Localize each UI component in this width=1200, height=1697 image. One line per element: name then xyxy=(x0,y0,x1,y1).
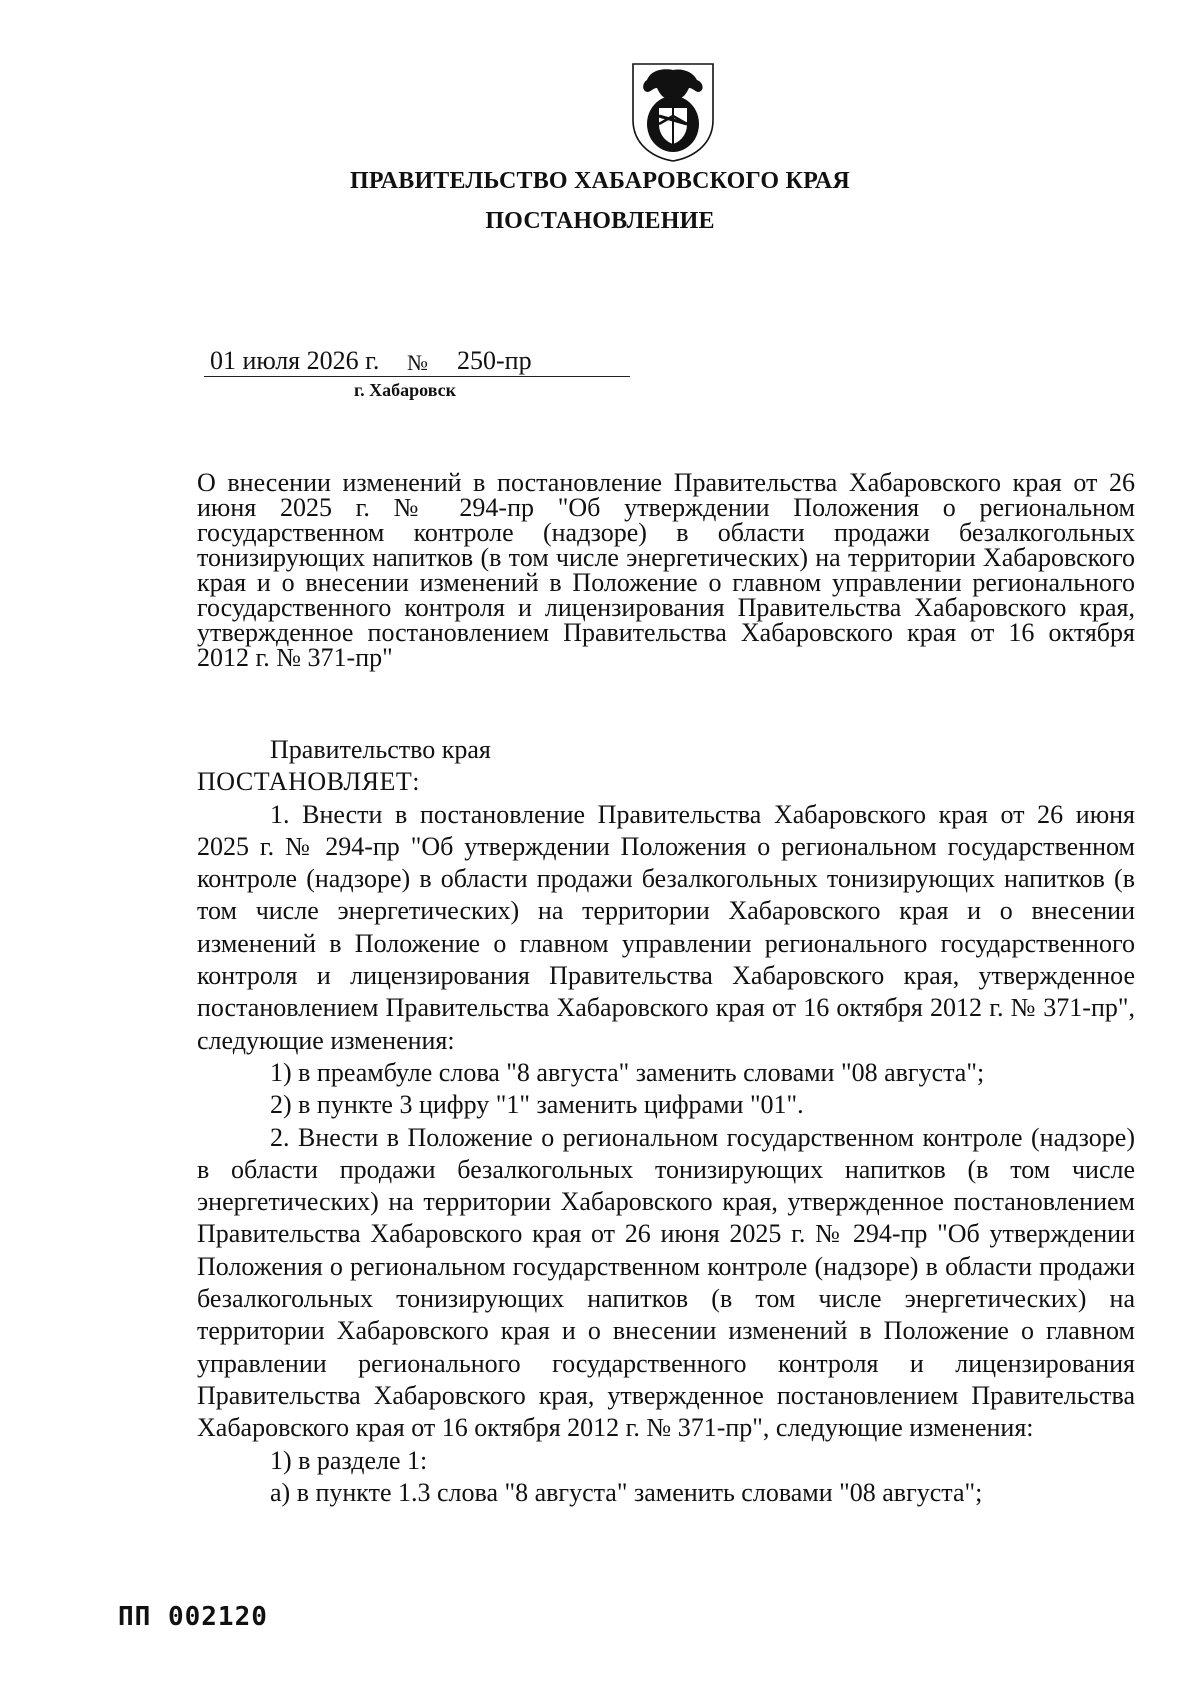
date-number-line xyxy=(204,346,630,377)
paragraph-1-item-1: 1) в преамбуле слова "8 августа" заменить словами "08 августа"; xyxy=(270,1057,985,1087)
document-number: 250-пр xyxy=(457,346,532,375)
preamble-verb: ПОСТАНОВЛЯЕТ: xyxy=(197,767,420,797)
document-type-heading: ПОСТАНОВЛЕНИЕ xyxy=(485,208,715,234)
number-sign: № xyxy=(407,350,428,375)
document-city: г. Хабаровск xyxy=(354,380,457,400)
paragraph-2-item-1a: а) в пункте 1.3 слова "8 августа" заменить словами "08 августа"; xyxy=(270,1477,983,1507)
form-code: ПП 002120 xyxy=(118,1602,268,1632)
coat-of-arms-icon xyxy=(629,62,717,162)
paragraph-1-item-2: 2) в пункте 3 цифру "1" заменить цифрами "01". xyxy=(270,1090,804,1120)
document-title: О внесении изменений в постановление Правительства Хабаровского края от 26 июня 2025 г. № 294-пр "Об утверждении Положения о региональном государственном контроле (надзоре) в области продажи безалкогольных тонизирующих напитков (в том числе энергетических) на территории Хабаровского края и о внесении изменений в Положение о главном управлении регионального государственного контроля и лицензирования Правительства Хабаровского края, утвержденное постановлением Правительства Хабаровского края от 16 октября 2012 г. № 371-пр" xyxy=(197,468,1135,672)
preamble-subject: Правительство края xyxy=(270,735,491,764)
paragraph-2: 2. Внести в Положение о региональном государственном контроле (надзоре) в области продажи безалкогольных тонизирующих напитков (в том числе энергетических) на территории Хабаровского края, утвержденное постановлением Правительства Хабаровского края от 26 июня 2025 г. № 294-пр "Об утверждении Положения о региональном государственном контроле (надзоре) в области продажи безалкогольных тонизирующих напитков (в том числе энергетических) на территории Хабаровского края и о внесении изменений в Положение о главном управлении регионального государственного контроля и лицензирования Правительства Хабаровского края, утвержденное постановлением Правительства Хабаровского края от 16 октября 2012 г. № 371-пр", следующие изменения: xyxy=(197,1122,1135,1443)
paragraph-2-item-1: 1) в разделе 1: xyxy=(270,1445,428,1475)
paragraph-1: 1. Внести в постановление Правительства Хабаровского края от 26 июня 2025 г. № 294-пр "Об утверждении Положения о региональном государственном контроле (надзоре) в области продажи безалкогольных тонизирующих напитков (в том числе энергетических) на территории Хабаровского края и о внесении изменений в Положение о главном управлении регионального государственного контроля и лицензирования Правительства Хабаровского края, утвержденное постановлением Правительства Хабаровского края от 16 октября 2012 г. № 371-пр", следующие изменения: xyxy=(197,799,1135,1055)
document-body xyxy=(197,734,1135,1509)
government-heading: ПРАВИТЕЛЬСТВО ХАБАРОВСКОГО КРАЯ xyxy=(350,168,850,194)
document-date: 01 июля 2026 г. xyxy=(210,346,380,375)
